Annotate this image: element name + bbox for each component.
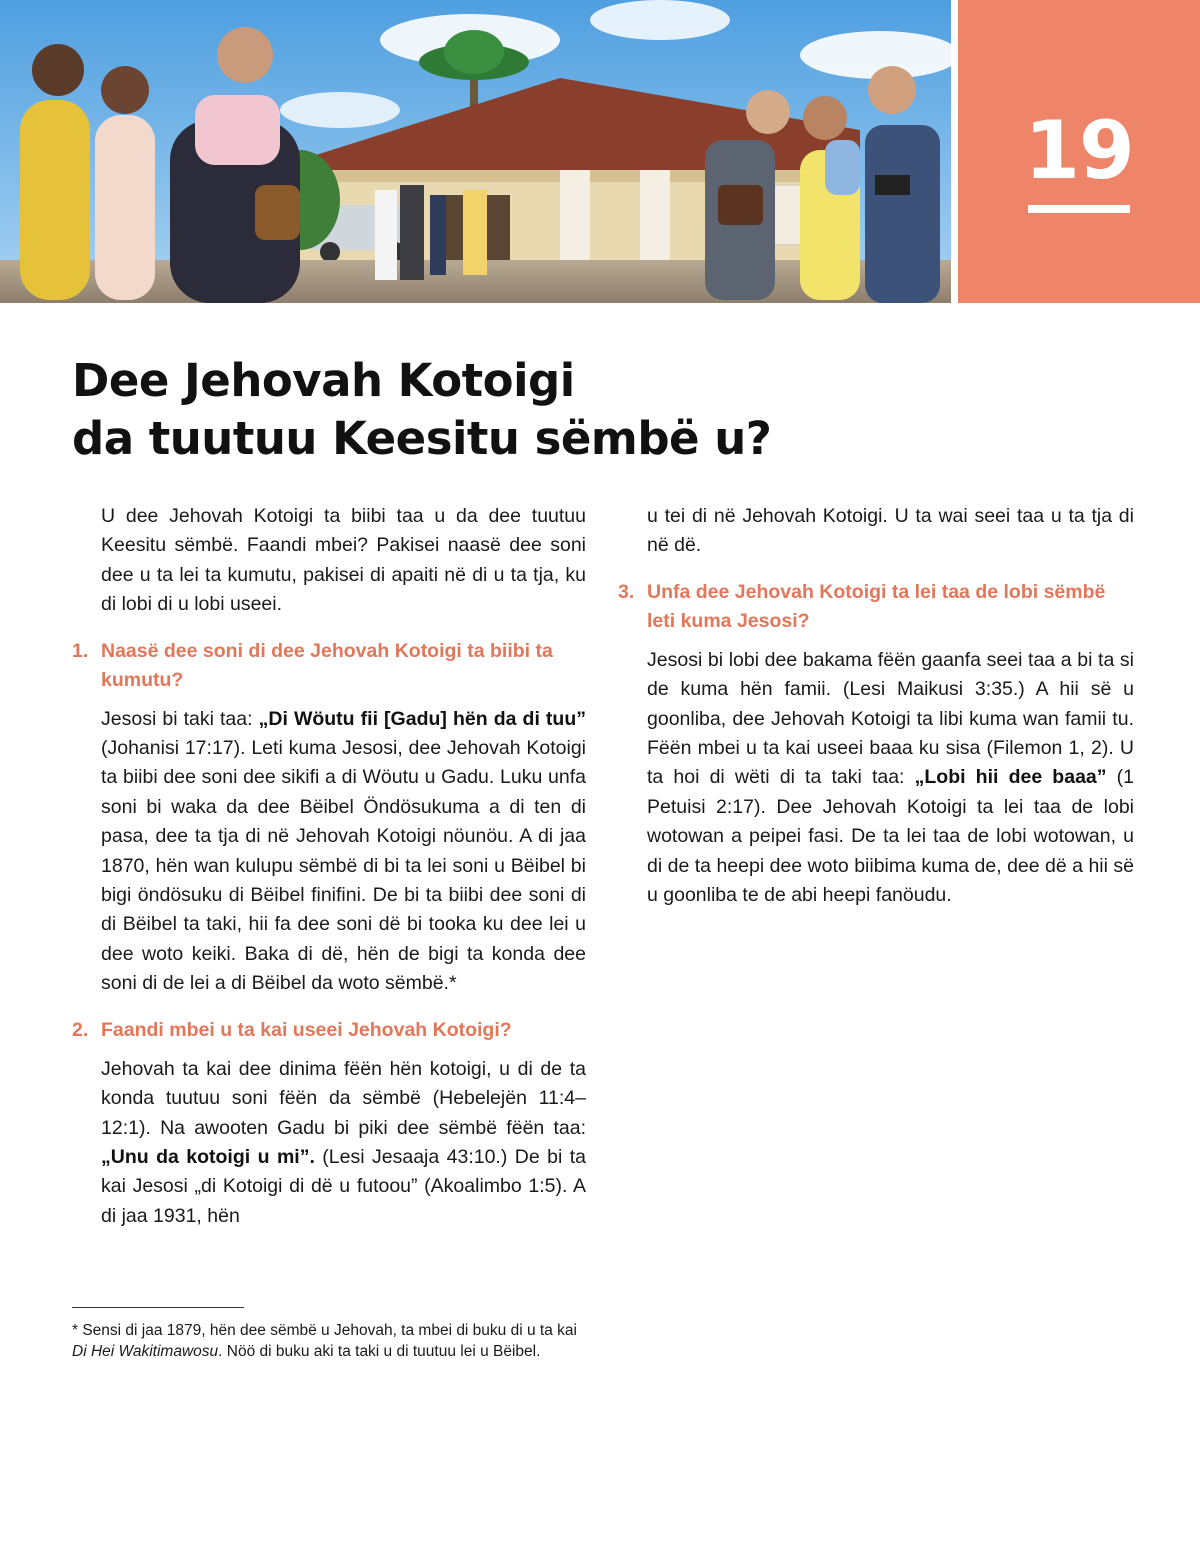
answer-text: Jehovah ta kai dee dinima fëën hën kotoigi, u di de ta konda tuutuu soni fëën da sëmbë (Hebelejën 11:4–12:1). Na awooten Gadu bi piki dee sëmbë fëën taa: bbox=[101, 1057, 586, 1139]
question-number: 3. bbox=[618, 580, 635, 603]
footnote-book-title: Di Hei Wakitimawosu bbox=[72, 1343, 219, 1360]
answer-text: (Lesi Jesaaja 43:10.) De bi ta kai Jesosi „di Kotoigi di dë u futoou” (Akoalimbo 1:5). A di jaa 1931, hën bbox=[101, 1145, 587, 1227]
lesson-number: 19 bbox=[1024, 104, 1134, 197]
question-text: Naasë dee soni di dee Jehovah Kotoigi ta biibi ta kumutu? bbox=[101, 639, 553, 691]
question-heading-2 bbox=[72, 1016, 586, 1045]
question-text: Unfa dee Jehovah Kotoigi ta lei taa de lobi sëmbë leti kuma Jesosi? bbox=[647, 580, 1106, 632]
answer-paragraph-1 bbox=[101, 705, 586, 999]
question-heading-1 bbox=[72, 637, 586, 695]
answer-paragraph-2-continued: u tei di në Jehovah Kotoigi. U ta wai seei taa u ta tja di në dë. bbox=[647, 505, 1134, 557]
header-photo bbox=[0, 0, 951, 303]
answer-paragraph-3 bbox=[647, 646, 1134, 911]
scripture-quote: „Lobi hii dee baaa” bbox=[914, 766, 1107, 789]
intro-paragraph: U dee Jehovah Kotoigi ta biibi taa u da dee tuutuu Keesitu sëmbë. Faandi mbei? Pakisei naasë dee soni dee u ta lei ta kumutu, pakisei di apaiti në di u ta tja, ku di lobi di u lobi useei. bbox=[101, 505, 586, 616]
page-title-line-1: Dee Jehovah Kotoigi bbox=[72, 354, 575, 407]
question-number: 2. bbox=[72, 1018, 89, 1041]
scripture-quote: „Unu da kotoigi u mi”. bbox=[101, 1145, 315, 1168]
right-column bbox=[618, 502, 1134, 927]
answer-text: (Johanisi 17:17). Leti kuma Jesosi, dee Jehovah Kotoigi ta biibi dee soni dee sikifi a di Wöutu u Gadu. Luku unfa soni bi waka da dee Bëibel Öndösukuma a di ten di pasa, dee ta tja di në Jehovah Kotoigi nöunöu. A di jaa 1870, hën wan kulupu sëmbë di bi ta lei soni u Bëibel bi bigi öndösuku di Bëibel finifini. De bi ta biibi dee soni di di Bëibel ta taki, hii fa dee soni dë bi tooka ku dee lei u dee woto keiki. Baka di dë, hën de bigi ta konda dee soni di de lei a di Bëibel da woto sëmbë.* bbox=[101, 737, 586, 995]
footnote bbox=[72, 1320, 584, 1362]
answer-paragraph-2 bbox=[101, 1055, 586, 1231]
page-title-line-2: da tuutuu Keesitu sëmbë u? bbox=[72, 412, 772, 465]
answer-text: (1 Petuisi 2:17). Dee Jehovah Kotoigi ta lei taa de lobi wotowan a peipei fasi. De ta lei taa de lobi wotowan, u di de ta heepi dee woto biibima kuma de, dee dë a hii së u goonliba te de abi heepi fanöudu. bbox=[647, 766, 1134, 907]
footnote-text: . Nöö di buku aki ta taki u di tuutuu lei u Bëibel. bbox=[218, 1343, 541, 1360]
congregation-photo bbox=[0, 0, 951, 303]
lesson-number-box bbox=[958, 0, 1200, 303]
footnote-text: * Sensi di jaa 1879, hën dee sëmbë u Jehovah, ta mbei di buku di u ta kai bbox=[72, 1322, 577, 1339]
left-column bbox=[72, 502, 586, 1248]
lesson-number-underline bbox=[1028, 205, 1130, 213]
question-text: Faandi mbei u ta kai useei Jehovah Kotoigi? bbox=[101, 1018, 512, 1041]
answer-text: Jesosi bi lobi dee bakama fëën gaanfa seei taa a bi ta si de kuma hën famii. (Lesi Maikusi 3:35.) A hii së u goonliba, dee Jehovah Kotoigi ta libi kuma wan famii tu. Fëën mbei u ta kai useei baaa ku sisa (Filemon 1, 2). U ta hoi di wëti di ta taki taa: bbox=[647, 648, 1134, 789]
footnote-divider bbox=[72, 1307, 244, 1308]
answer-text: Jesosi bi taki taa: bbox=[101, 707, 259, 730]
question-number: 1. bbox=[72, 639, 89, 662]
page-title bbox=[72, 352, 972, 468]
question-heading-3 bbox=[618, 578, 1134, 636]
scripture-quote: „Di Wöutu fii [Gadu] hën da di tuu” bbox=[258, 707, 586, 730]
